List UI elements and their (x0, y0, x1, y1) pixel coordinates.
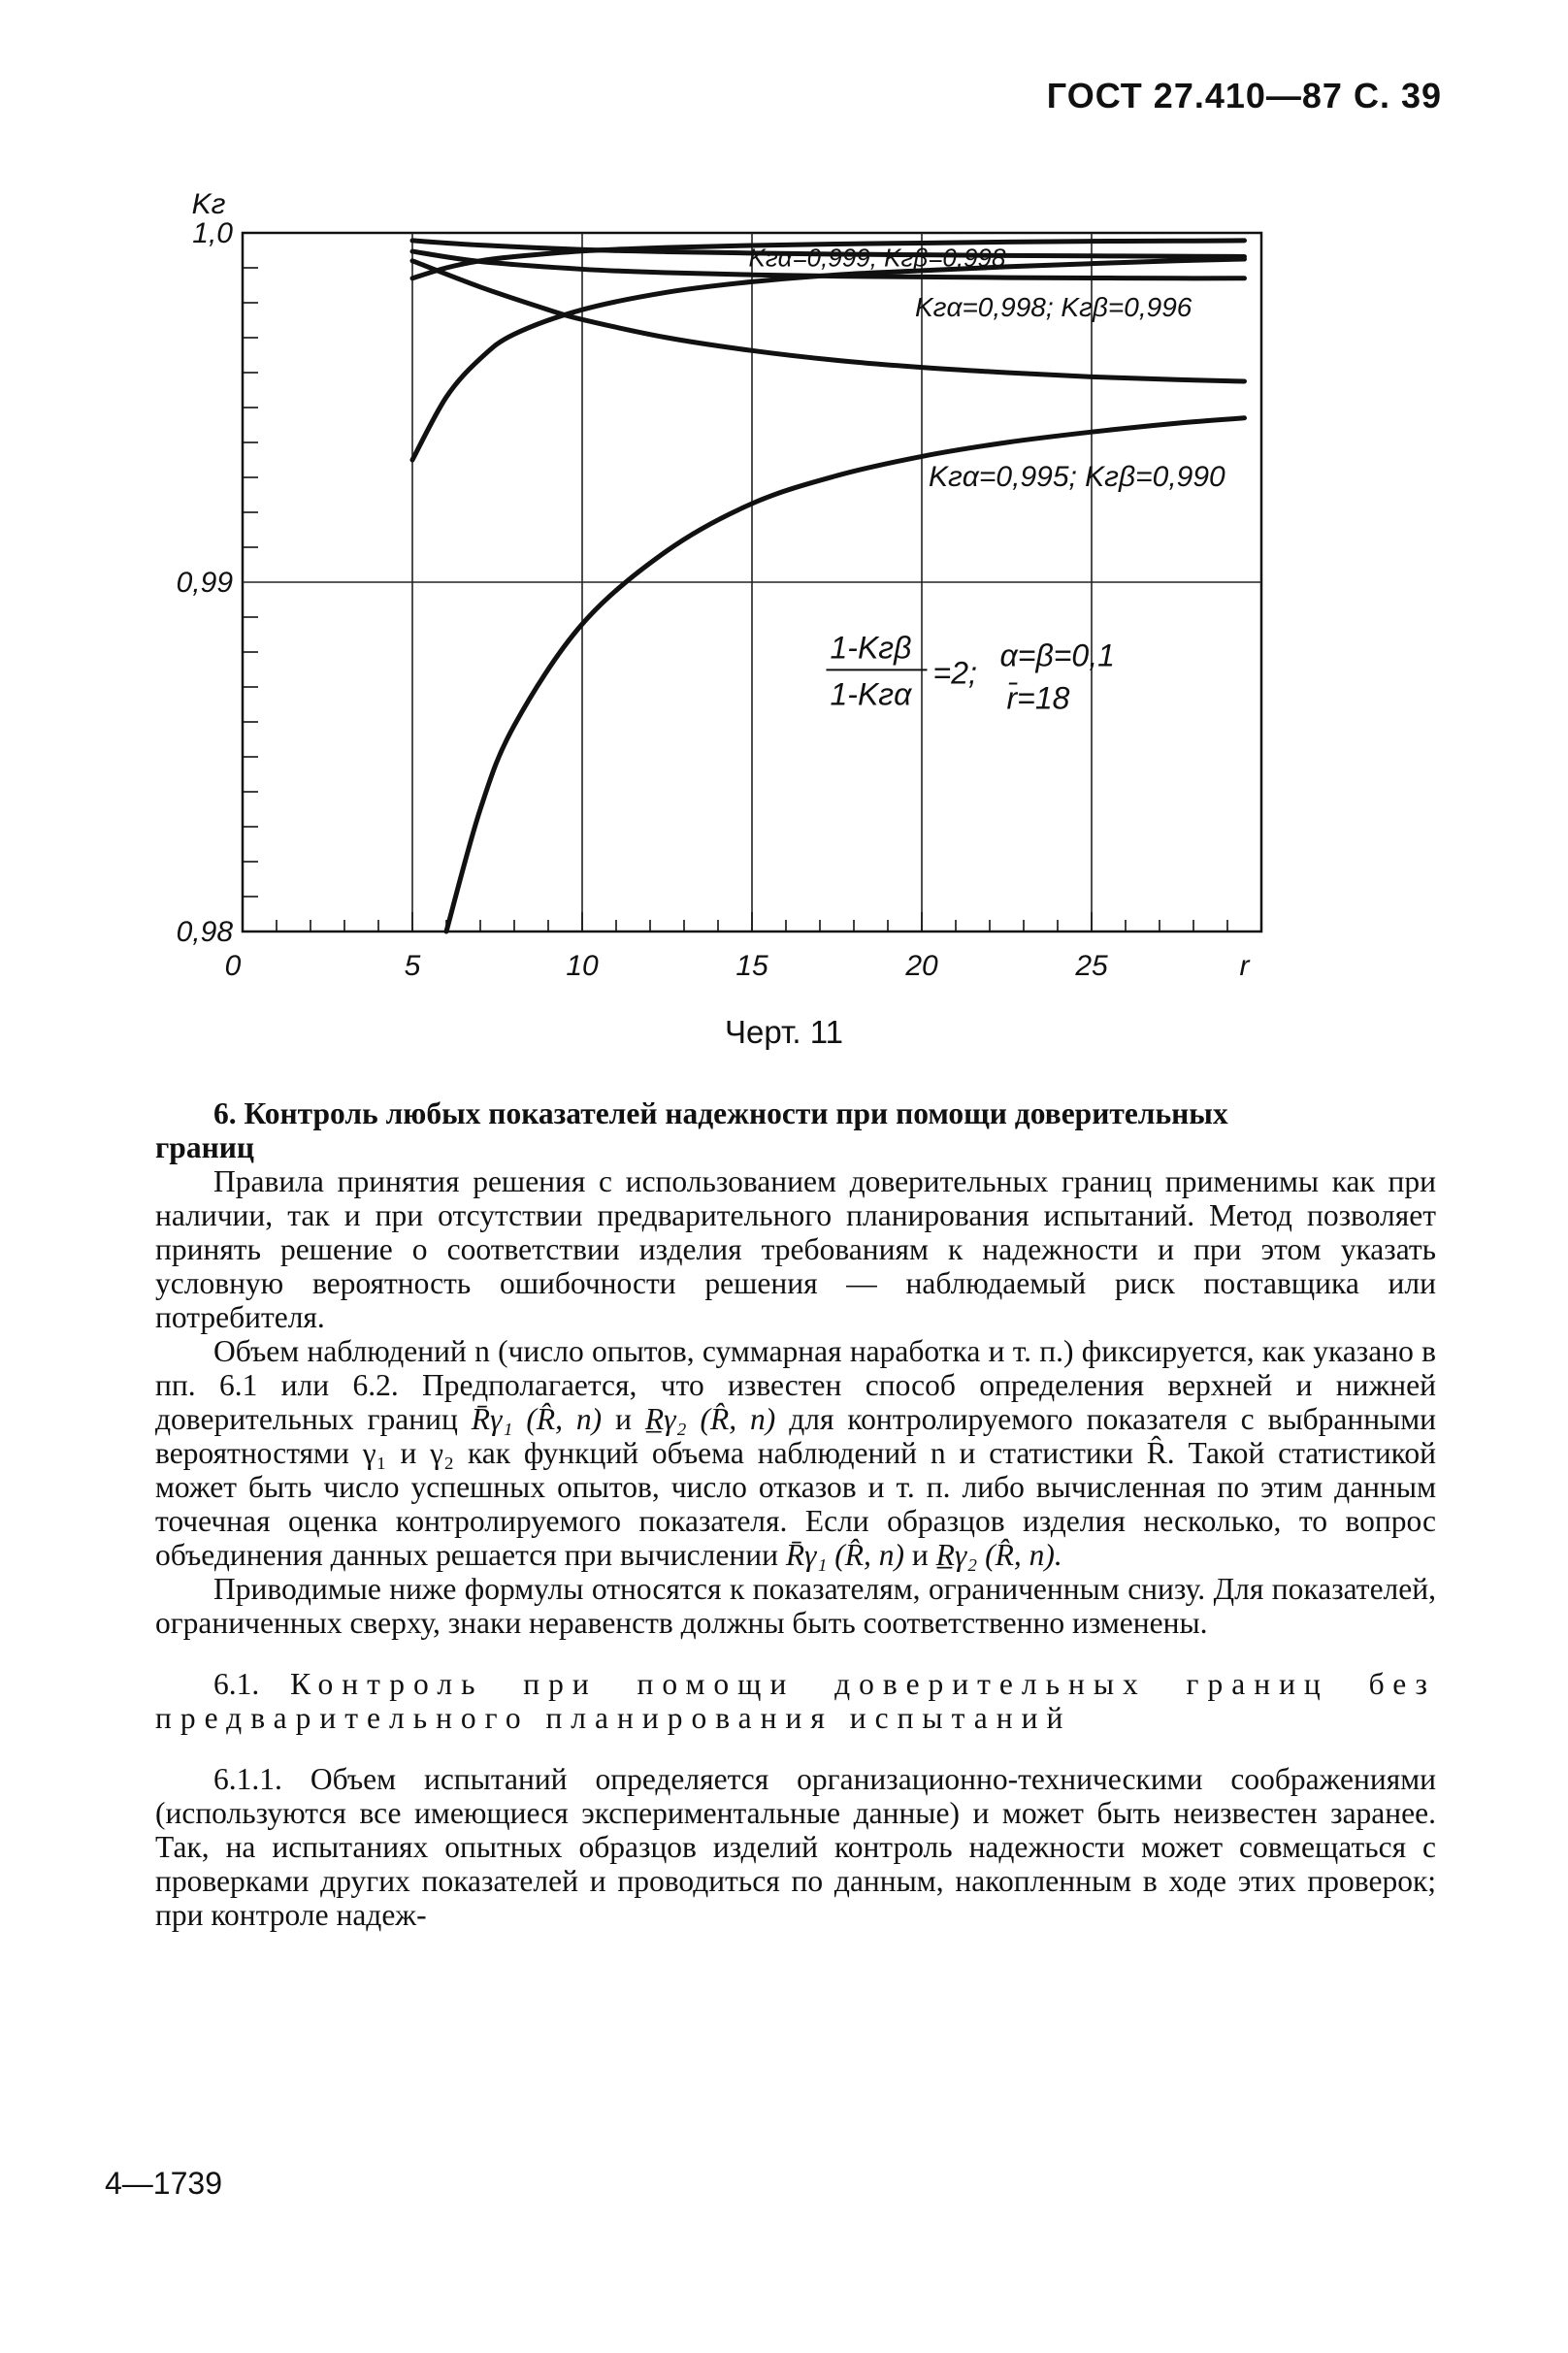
chart-ticks (243, 268, 1227, 931)
upper-bound-formula: R̄γ₁ (R̂, n) (471, 1402, 603, 1436)
y-axis-label: Kг (191, 188, 226, 220)
x-tick-label: 15 (735, 950, 768, 980)
formula-numerator: 1-Kгβ (830, 630, 912, 666)
curve2-annotation: Kгα=0,998; Kгβ=0,996 (915, 292, 1192, 323)
section-title-line2: границ (155, 1130, 255, 1164)
x-tick-label: 5 (404, 950, 421, 980)
paragraph-2-part-a: Объем наблюдений n (число опытов, суммарная наработка и т. п.) фиксируется, как указано в пп. 6.1 или 6.2. Предполагается, что известен способ определения верхней и нижней доверительных границ (155, 1334, 1436, 1436)
paragraph-1: Правила принятия решения с использованием доверительных границ применимы как при наличии, так и при отсутствии предварительного планирования испытаний. Метод позволяет принять решение о соответствии изделия требованиям к надежности и при этом указать условную вероятность ошибочности решения — наблюдаемый риск поставщика или потребителя. (155, 1164, 1436, 1334)
curve-lower-3 (446, 418, 1245, 931)
y-tick-label: 1,0 (192, 217, 233, 249)
page-header: ГОСТ 27.410—87 С. 39 (1046, 76, 1442, 115)
chart-curves (412, 241, 1245, 931)
upper-bound-formula-2: R̄γ₁ (R̂, n) (785, 1538, 905, 1572)
x-tick-label: 0 (224, 950, 242, 980)
paragraph-3: Приводимые ниже формулы относятся к показателям, ограниченным снизу. Для показателей, ограниченных сверху, знаки неравенств должны быть соответственно изменены. (155, 1572, 1436, 1640)
lower-bound-formula: R̲γ₂ (R̂, n) (644, 1402, 776, 1436)
y-tick-label: 0,99 (176, 567, 233, 599)
params-r-mean: r̄=18 (1006, 680, 1070, 716)
formula-denominator: 1-Kгα (830, 676, 912, 712)
chart-grid (243, 233, 1261, 931)
x-tick-label: 10 (566, 950, 599, 980)
subsection-number: 6.1. (213, 1667, 260, 1701)
x-tick-label: 25 (1075, 950, 1108, 980)
x-tick-label: r (1239, 950, 1250, 980)
curve1-annotation: Kгα=0,999; Kгβ=0,998 (748, 243, 1006, 273)
lower-bound-formula-2: R̲γ₂ (R̂, n). (935, 1538, 1062, 1572)
conj-and-2: и (911, 1538, 929, 1572)
conj-and: и (615, 1402, 632, 1436)
figure-caption: Черт. 11 (724, 1014, 844, 1050)
page-footer: 4—1739 (105, 2166, 222, 2201)
subsection-title: Контроль при помощи доверительных границ без предварительного планирования испытаний (155, 1667, 1436, 1735)
section-6 (155, 1096, 1436, 1932)
reliability-chart (165, 184, 1368, 980)
curve3-annotation: Kгα=0,995; Kгβ=0,990 (929, 461, 1225, 493)
subsection-heading (155, 1667, 1436, 1735)
paragraph-2-part-b: для контролируемого показателя с выбранными вероятностями γ₁ и γ₂ как функций объема наблюдений n и статистики R̂. Такой статистикой может быть число успешных опытов, число отказов и т. п. либо вычисленная по этим данным точечная оценка контролируемого показателя. Если образцов изделия несколько, то вопрос объединения данных решается при вычислении (155, 1402, 1437, 1572)
x-tick-label: 20 (905, 950, 938, 980)
paragraph-4: 6.1.1. Объем испытаний определяется организационно-техническими соображениями (используются все имеющиеся экспериментальные данные) и может быть неизвестен заранее. Так, на испытаниях опытных образцов изделий контроль надежности может совмещаться с проверками других показателей и проводиться по данным, накопленным в ходе этих проверок; при контроле надеж- (155, 1762, 1436, 1932)
formula-equals: =2; (932, 655, 977, 691)
params-alpha-beta: α=β=0,1 (999, 637, 1115, 673)
paragraph-2 (155, 1334, 1436, 1572)
section-title-line1: 6. Контроль любых показателей надежности при помощи доверительных (213, 1096, 1228, 1130)
section-title (155, 1096, 1436, 1164)
y-tick-label: 0,98 (176, 916, 233, 948)
